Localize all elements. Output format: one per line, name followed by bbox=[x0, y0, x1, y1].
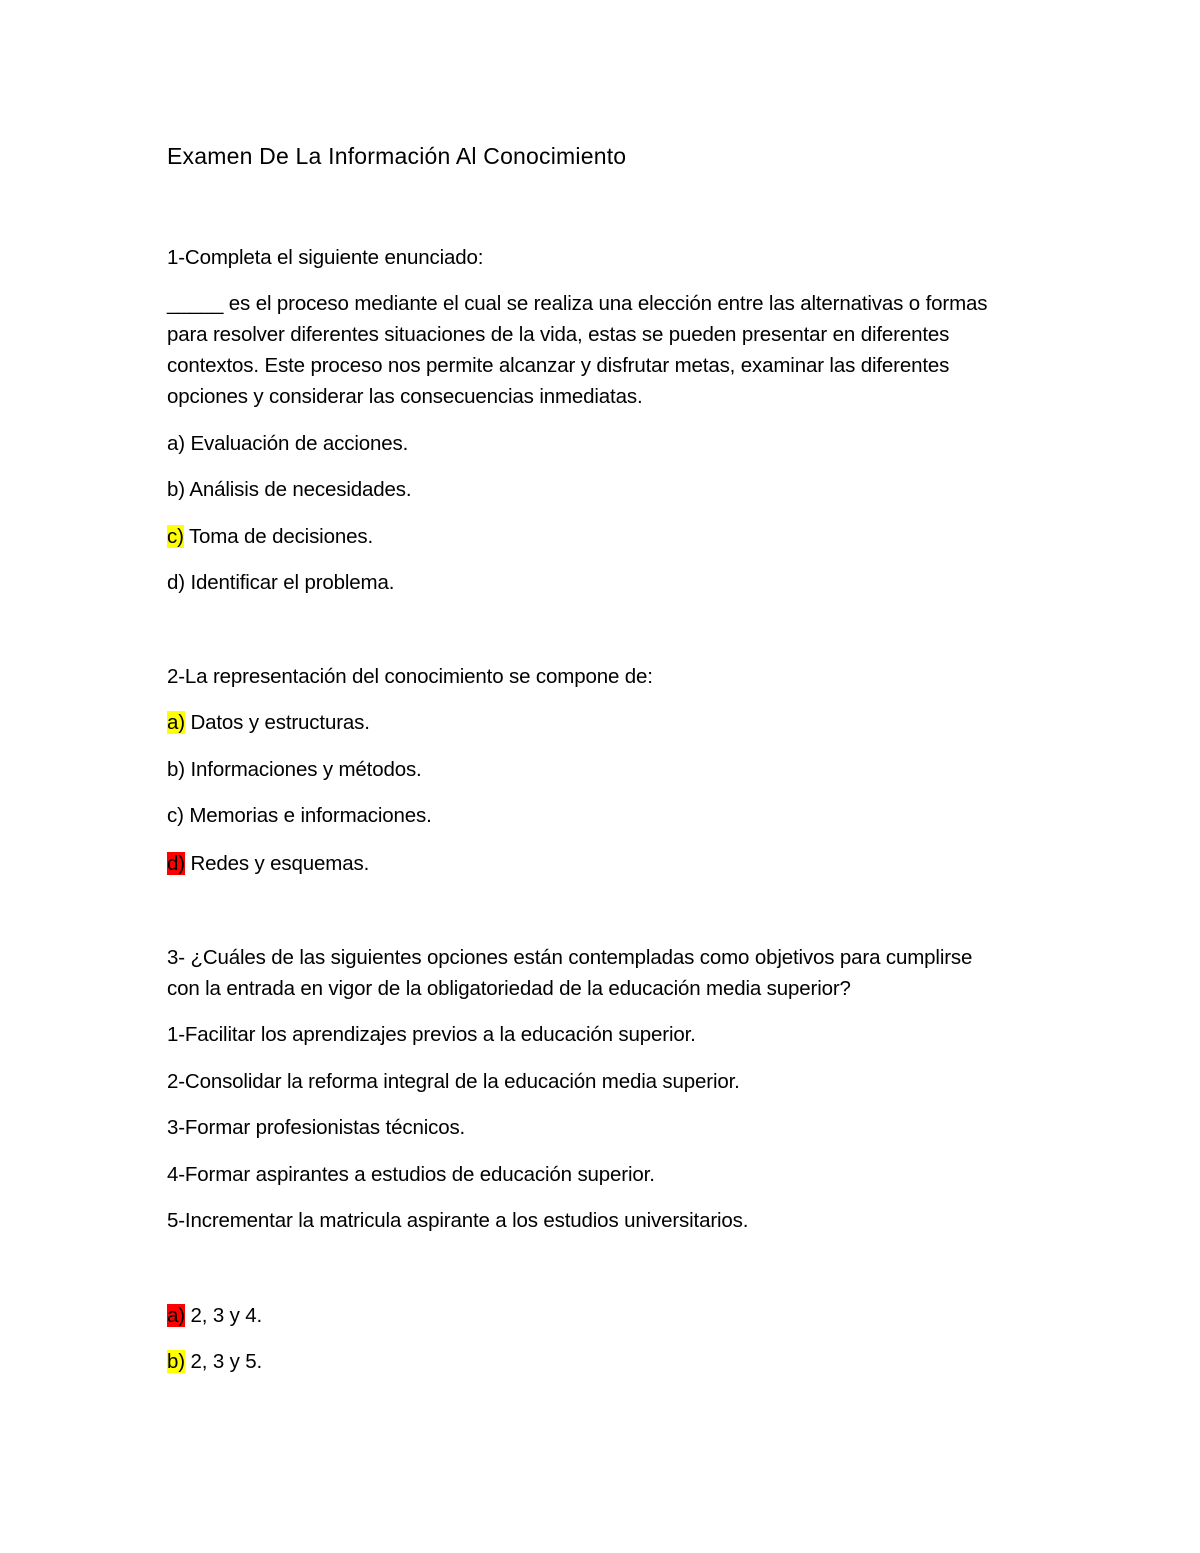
option-text: 2, 3 y 4. bbox=[184, 1304, 263, 1327]
option-text: Análisis de necesidades. bbox=[184, 478, 412, 501]
question-3-item: 2-Consolidar la reforma integral de la educación media superior. bbox=[167, 1070, 740, 1093]
question-3-item: 3-Formar profesionistas técnicos. bbox=[167, 1116, 466, 1139]
question-2-option-c bbox=[167, 802, 432, 830]
question-2-prompt: 2-La representación del conocimiento se compone de: bbox=[167, 665, 653, 688]
option-text: Toma de decisiones. bbox=[183, 525, 373, 548]
question-1-statement-line: _____ es el proceso mediante el cual se realiza una elección entre las alternativas o formas bbox=[167, 292, 988, 315]
question-2-option-b bbox=[167, 756, 422, 784]
question-1-statement-line: contextos. Este proceso nos permite alcanzar y disfrutar metas, examinar las diferentes bbox=[167, 354, 950, 377]
option-letter: c) bbox=[167, 804, 184, 827]
question-3-option-b bbox=[167, 1348, 262, 1376]
question-1-statement-line: para resolver diferentes situaciones de la vida, estas se pueden presentar en diferentes bbox=[167, 323, 950, 346]
document-title: Examen De La Información Al Conocimiento bbox=[167, 143, 627, 169]
question-1-option-c bbox=[167, 523, 373, 551]
option-text: Datos y estructuras. bbox=[184, 711, 370, 734]
question-3-option-a bbox=[167, 1302, 262, 1330]
option-letter-highlight-yellow: c) bbox=[167, 525, 184, 548]
question-3-item: 5-Incrementar la matricula aspirante a los estudios universitarios. bbox=[167, 1209, 749, 1232]
question-3-prompt-line: 3- ¿Cuáles de las siguientes opciones están contempladas como objetivos para cumplirse bbox=[167, 946, 973, 969]
option-letter: a) bbox=[167, 432, 185, 455]
option-text: Evaluación de acciones. bbox=[184, 432, 409, 455]
option-text: Identificar el problema. bbox=[184, 571, 395, 594]
option-letter-highlight-red: d) bbox=[167, 852, 185, 875]
question-1-option-a bbox=[167, 430, 408, 458]
question-1-option-b bbox=[167, 476, 411, 504]
option-letter: d) bbox=[167, 571, 185, 594]
question-3-prompt-line: con la entrada en vigor de la obligatoriedad de la educación media superior? bbox=[167, 977, 851, 1000]
option-letter-highlight-red: a) bbox=[167, 1304, 185, 1327]
option-letter: b) bbox=[167, 758, 185, 781]
option-letter-highlight-yellow: a) bbox=[167, 711, 185, 734]
option-text: 2, 3 y 5. bbox=[184, 1350, 263, 1373]
question-2-option-a bbox=[167, 709, 370, 737]
option-text: Memorias e informaciones. bbox=[183, 804, 432, 827]
question-3-item: 1-Facilitar los aprendizajes previos a la educación superior. bbox=[167, 1023, 696, 1046]
option-text: Redes y esquemas. bbox=[184, 852, 370, 875]
question-1-prompt: 1-Completa el siguiente enunciado: bbox=[167, 246, 484, 269]
question-1-option-d bbox=[167, 569, 394, 597]
question-3-item: 4-Formar aspirantes a estudios de educación superior. bbox=[167, 1163, 655, 1186]
question-1-statement-line: opciones y considerar las consecuencias inmediatas. bbox=[167, 385, 643, 408]
option-text: Informaciones y métodos. bbox=[184, 758, 422, 781]
option-letter: b) bbox=[167, 478, 185, 501]
question-2-option-d bbox=[167, 850, 369, 878]
option-letter-highlight-yellow: b) bbox=[167, 1350, 185, 1373]
